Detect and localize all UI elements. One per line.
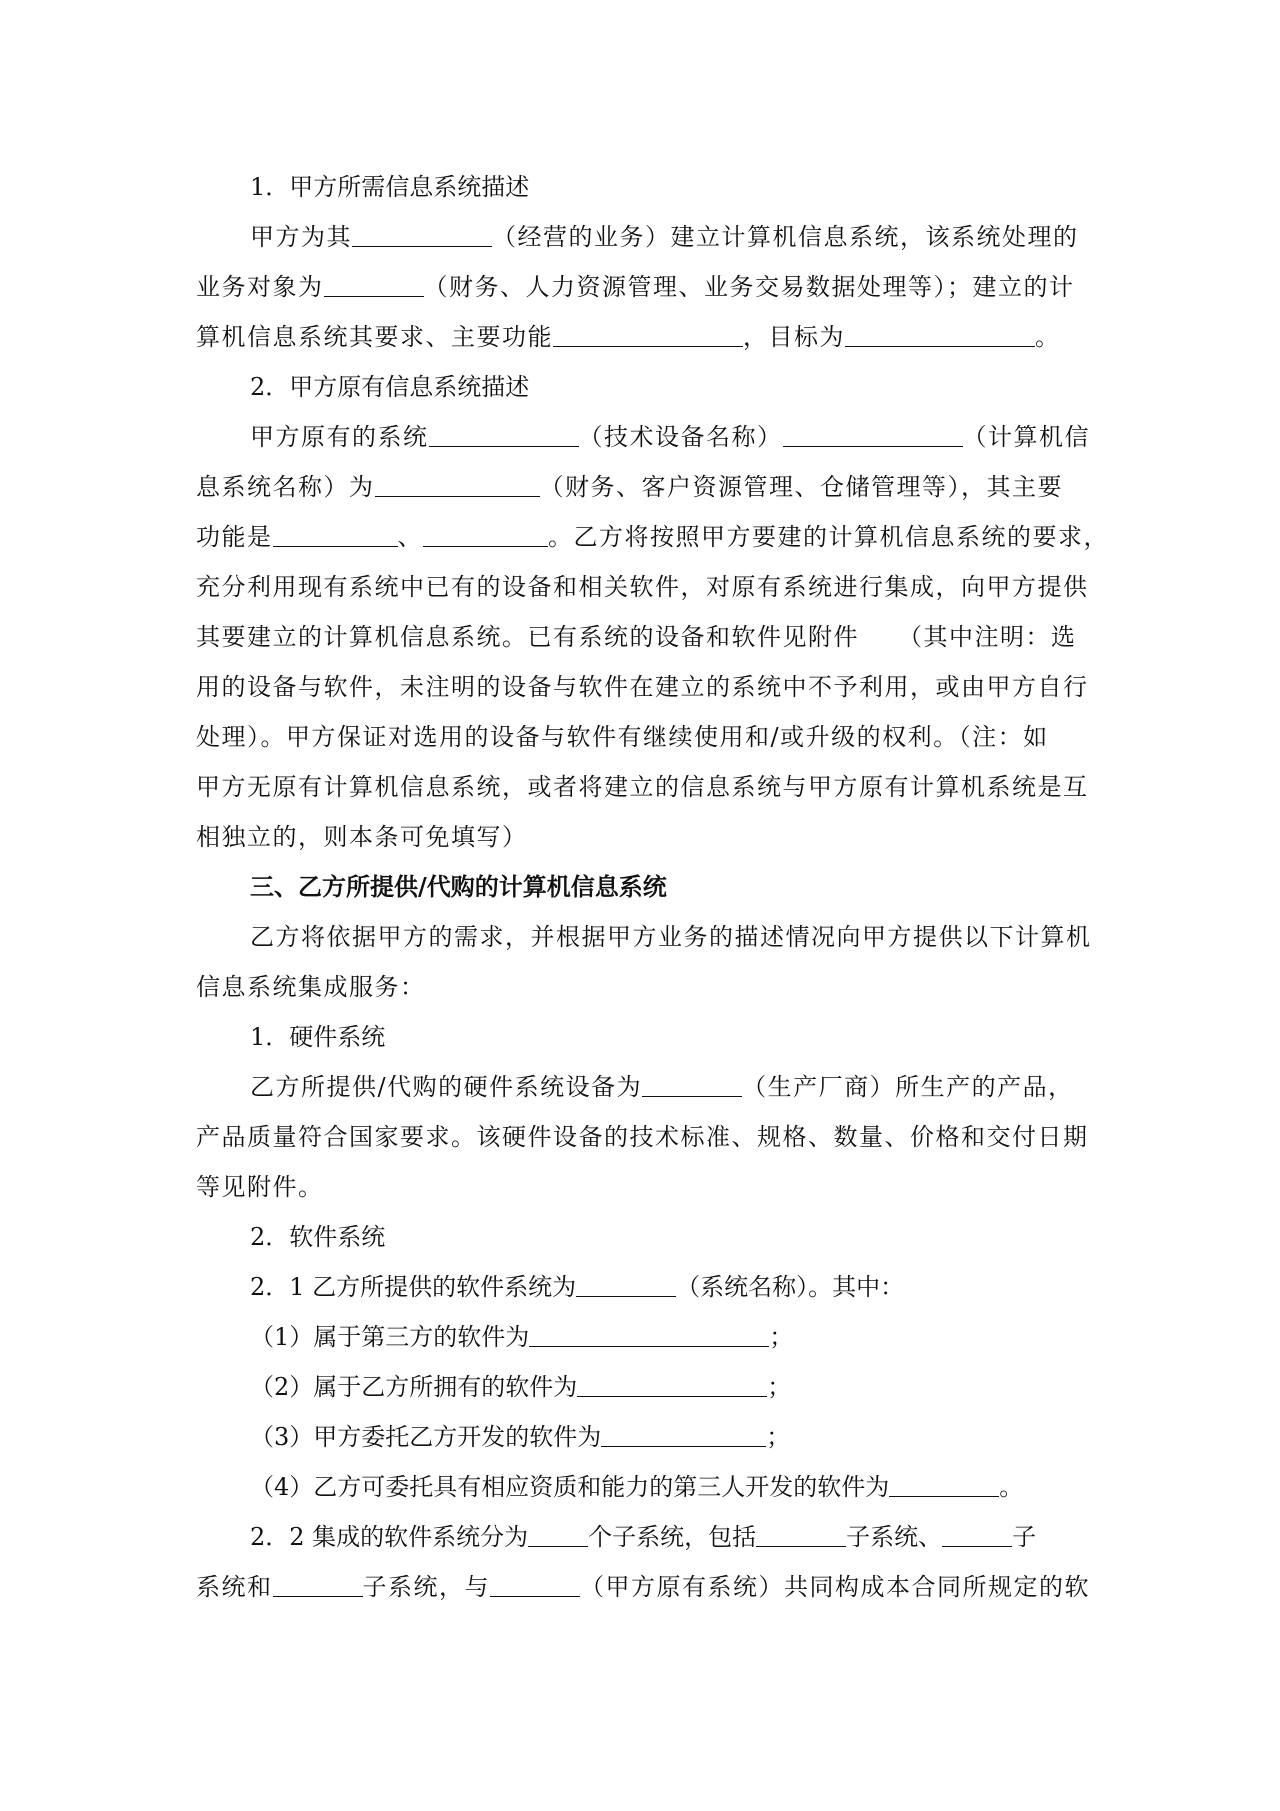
paragraph-line	[196, 712, 1096, 762]
text-segment: ；	[769, 1323, 794, 1351]
text-segment: 1．硬件系统	[250, 1023, 386, 1051]
fill-in-blank	[576, 1266, 676, 1297]
paragraph-line	[196, 512, 1109, 562]
section-heading	[196, 862, 1096, 912]
paragraph-line	[196, 1112, 1096, 1162]
clause-line	[196, 362, 1096, 412]
text-segment: 信息系统集成服务：	[196, 973, 426, 1001]
text-segment: 子系统，与	[362, 1573, 490, 1601]
clause-line	[196, 1412, 1096, 1462]
text-segment: （4）乙方可委托具有相应资质和能力的第三人开发的软件为	[250, 1473, 890, 1501]
fill-in-blank	[601, 1416, 766, 1447]
paragraph-line	[196, 962, 1096, 1012]
text-segment: 用的设备与软件，未注明的设备与软件在建立的系统中不予利用，或由甲方自行	[196, 673, 1089, 701]
clause-line	[196, 1362, 1096, 1412]
fill-in-blank	[529, 1316, 769, 1347]
fill-in-blank	[423, 516, 548, 547]
text-segment: 2．1 乙方所提供的软件系统为	[250, 1273, 577, 1301]
text-segment: （2）属于乙方所拥有的软件为	[250, 1373, 578, 1401]
fill-in-blank	[528, 1516, 588, 1547]
paragraph-line	[196, 762, 1096, 812]
fill-in-blank	[577, 1366, 767, 1397]
paragraph-line	[196, 1062, 1096, 1112]
text-segment: （计算机信	[962, 423, 1090, 451]
text-segment: 处理）。甲方保证对选用的设备与软件有继续使用和/或升级的权利。（注：如	[196, 723, 1049, 751]
text-segment: ，目标为	[743, 323, 845, 351]
text-segment: 产品质量符合国家要求。该硬件设备的技术标准、规格、数量、价格和交付日期	[196, 1123, 1089, 1151]
text-segment: 2．甲方原有信息系统描述	[250, 373, 530, 401]
text-segment: 。	[1035, 323, 1061, 351]
text-segment: 2．2 集成的软件系统分为	[250, 1523, 529, 1551]
paragraph-line	[196, 912, 1096, 962]
text-segment: 子	[1012, 1523, 1037, 1551]
fill-in-blank	[375, 466, 540, 497]
text-segment: （系统名称）。其中：	[676, 1273, 905, 1301]
text-segment: 、	[397, 523, 423, 551]
text-segment: 乙方所提供/代购的硬件系统设备为	[250, 1073, 643, 1101]
text-segment: 。乙方将按照甲方要建的计算机信息系统的要求，	[548, 523, 1109, 551]
fill-in-blank	[553, 316, 743, 347]
text-segment: （财务、人力资源管理、业务交易数据处理等）；建立的计	[423, 273, 1075, 301]
fill-in-blank	[783, 416, 963, 447]
text-segment: 系统和	[196, 1573, 273, 1601]
paragraph-line	[196, 1562, 1096, 1612]
text-segment: 1．甲方所需信息系统描述	[250, 173, 530, 201]
document-body	[196, 162, 1109, 1612]
clause-line	[196, 1462, 1096, 1512]
text-segment: ；	[766, 1423, 791, 1451]
text-segment: （生产厂商）所生产的产品，	[742, 1073, 1074, 1101]
text-segment: （1）属于第三方的软件为	[250, 1323, 530, 1351]
paragraph-line	[196, 262, 1096, 312]
paragraph-line	[196, 462, 1096, 512]
fill-in-blank	[756, 1516, 846, 1547]
fill-in-blank	[324, 266, 424, 297]
fill-in-blank	[642, 1066, 742, 1097]
text-segment: （甲方原有系统）共同构成本合同所规定的软	[580, 1573, 1090, 1601]
text-segment: 算机信息系统其要求、主要功能	[196, 323, 553, 351]
fill-in-blank	[352, 216, 492, 247]
text-segment: 其要建立的计算机信息系统。已有系统的设备和软件见附件 （其中注明：选	[196, 623, 1077, 651]
paragraph-line	[196, 662, 1096, 712]
text-segment: 个子系统，包括	[588, 1523, 757, 1551]
paragraph-line	[196, 612, 1096, 662]
text-segment: 2．软件系统	[250, 1223, 386, 1251]
clause-line	[196, 1012, 1096, 1062]
paragraph-line	[196, 312, 1096, 362]
clause-line	[196, 1312, 1096, 1362]
text-segment: 息系统名称）为	[196, 473, 375, 501]
text-segment: 。	[999, 1473, 1024, 1501]
text-segment: 甲方无原有计算机信息系统，或者将建立的信息系统与甲方原有计算机系统是互	[196, 773, 1089, 801]
fill-in-blank	[490, 1566, 580, 1597]
fill-in-blank	[845, 316, 1035, 347]
clause-line	[196, 162, 1096, 212]
fill-in-blank	[429, 416, 579, 447]
fill-in-blank	[889, 1466, 999, 1497]
text-segment: 甲方为其	[250, 223, 352, 251]
text-segment: 甲方原有的系统	[250, 423, 429, 451]
fill-in-blank	[273, 516, 398, 547]
paragraph-line	[196, 412, 1096, 462]
fill-in-blank	[942, 1516, 1012, 1547]
paragraph-line	[196, 1162, 1096, 1212]
text-segment: （3）甲方委托乙方开发的软件为	[250, 1423, 602, 1451]
paragraph-line	[196, 562, 1096, 612]
text-segment: 业务对象为	[196, 273, 324, 301]
text-segment: 功能是	[196, 523, 273, 551]
paragraph-line	[196, 212, 1096, 262]
text-segment: 等见附件。	[196, 1173, 324, 1201]
clause-line	[196, 1262, 1096, 1312]
fill-in-blank	[273, 1566, 363, 1597]
text-segment: （财务、客户资源管理、仓储管理等），其主要	[539, 473, 1063, 501]
text-segment: （经营的业务）建立计算机信息系统，该系统处理的	[492, 223, 1079, 251]
clause-line	[196, 1512, 1096, 1562]
paragraph-line	[196, 812, 1096, 862]
text-segment: 子系统、	[846, 1523, 943, 1551]
text-segment: ；	[767, 1373, 792, 1401]
text-segment: 充分利用现有系统中已有的设备和相关软件，对原有系统进行集成，向甲方提供	[196, 573, 1089, 601]
text-segment: 三、乙方所提供/代购的计算机信息系统	[250, 872, 667, 901]
clause-line	[196, 1212, 1096, 1262]
text-segment: 乙方将依据甲方的需求，并根据甲方业务的描述情况向甲方提供以下计算机	[250, 923, 1092, 951]
text-segment: 相独立的，则本条可免填写）	[196, 823, 528, 851]
text-segment: （技术设备名称）	[578, 423, 783, 451]
